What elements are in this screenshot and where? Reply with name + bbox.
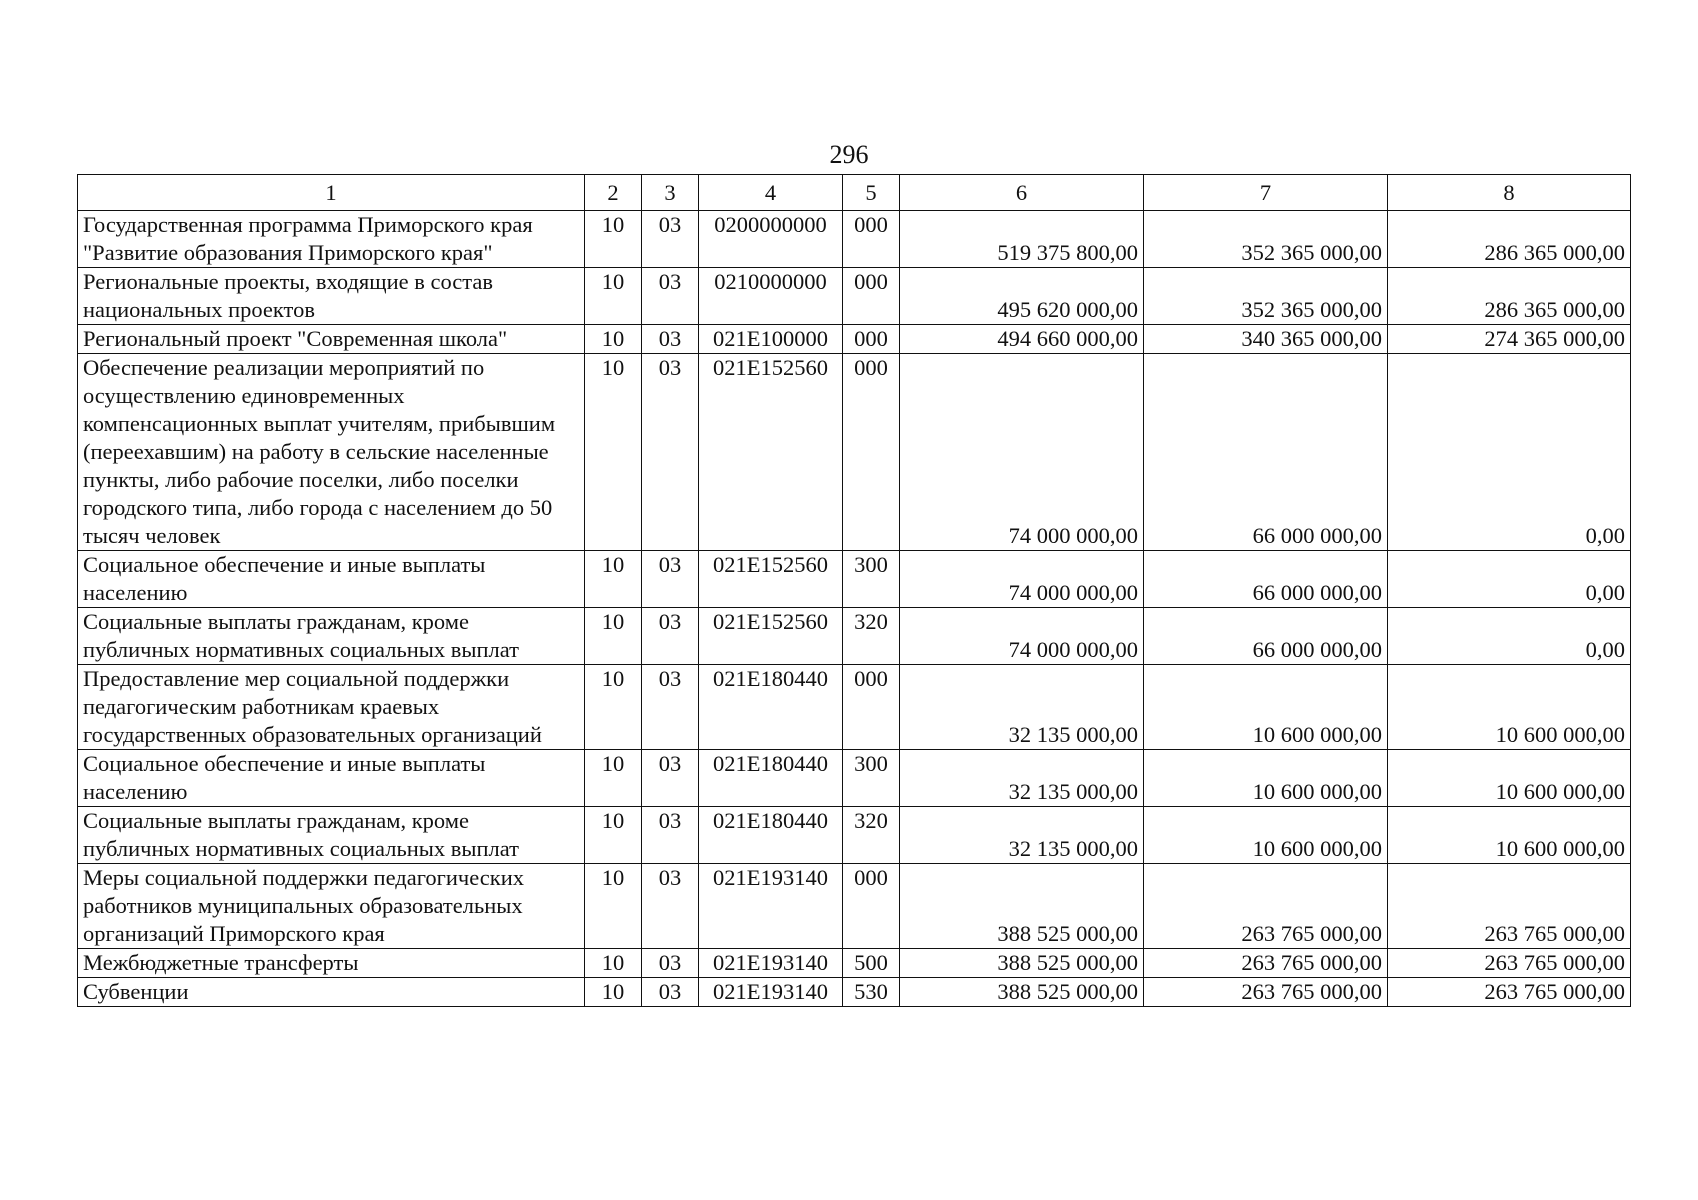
table-row	[78, 978, 1631, 1007]
amount-col6-cell: 32 135 000,00	[900, 807, 1144, 864]
target-article-cell: 021E152560	[699, 354, 843, 551]
row-name-cell: Социальные выплаты гражданам, кроме публичных нормативных социальных выплат	[78, 807, 585, 864]
budget-table	[77, 174, 1631, 1007]
section-code-cell: 10	[585, 949, 642, 978]
amount-col8-cell: 286 365 000,00	[1388, 268, 1631, 325]
section-code-cell: 10	[585, 864, 642, 949]
subsection-code-cell: 03	[642, 325, 699, 354]
row-name-cell: Межбюджетные трансферты	[78, 949, 585, 978]
amount-col8-cell: 263 765 000,00	[1388, 978, 1631, 1007]
subsection-code-cell: 03	[642, 551, 699, 608]
header-row	[78, 175, 1631, 211]
section-code-cell: 10	[585, 268, 642, 325]
subsection-code-cell: 03	[642, 949, 699, 978]
section-code-cell: 10	[585, 354, 642, 551]
target-article-cell: 021E180440	[699, 665, 843, 750]
amount-col8-cell: 10 600 000,00	[1388, 750, 1631, 807]
target-article-cell: 021E193140	[699, 864, 843, 949]
subsection-code-cell: 03	[642, 807, 699, 864]
amount-col6-cell: 495 620 000,00	[900, 268, 1144, 325]
table-row	[78, 864, 1631, 949]
expense-type-cell: 500	[843, 949, 900, 978]
row-name-cell: Предоставление мер социальной поддержки педагогическим работникам краевых государственных образовательных организаций	[78, 665, 585, 750]
subsection-code-cell: 03	[642, 864, 699, 949]
column-header-3: 3	[642, 175, 699, 211]
row-name-cell: Региональные проекты, входящие в состав национальных проектов	[78, 268, 585, 325]
target-article-cell: 021E100000	[699, 325, 843, 354]
amount-col7-cell: 340 365 000,00	[1144, 325, 1388, 354]
section-code-cell: 10	[585, 665, 642, 750]
amount-col8-cell: 10 600 000,00	[1388, 807, 1631, 864]
amount-col6-cell: 32 135 000,00	[900, 750, 1144, 807]
amount-col8-cell: 0,00	[1388, 551, 1631, 608]
target-article-cell: 021E180440	[699, 807, 843, 864]
expense-type-cell: 300	[843, 551, 900, 608]
section-code-cell: 10	[585, 608, 642, 665]
subsection-code-cell: 03	[642, 665, 699, 750]
column-header-8: 8	[1388, 175, 1631, 211]
expense-type-cell: 000	[843, 864, 900, 949]
target-article-cell: 021E152560	[699, 551, 843, 608]
target-article-cell: 0200000000	[699, 211, 843, 268]
row-name-cell: Социальное обеспечение и иные выплаты населению	[78, 750, 585, 807]
target-article-cell: 021E193140	[699, 949, 843, 978]
subsection-code-cell: 03	[642, 354, 699, 551]
amount-col6-cell: 74 000 000,00	[900, 551, 1144, 608]
row-name-cell: Социальное обеспечение и иные выплаты населению	[78, 551, 585, 608]
amount-col6-cell: 74 000 000,00	[900, 608, 1144, 665]
table-row	[78, 807, 1631, 864]
target-article-cell: 0210000000	[699, 268, 843, 325]
table-row	[78, 949, 1631, 978]
table-row	[78, 750, 1631, 807]
column-header-2: 2	[585, 175, 642, 211]
section-code-cell: 10	[585, 750, 642, 807]
amount-col7-cell: 10 600 000,00	[1144, 807, 1388, 864]
expense-type-cell: 530	[843, 978, 900, 1007]
amount-col6-cell: 388 525 000,00	[900, 949, 1144, 978]
amount-col8-cell: 263 765 000,00	[1388, 864, 1631, 949]
amount-col8-cell: 274 365 000,00	[1388, 325, 1631, 354]
section-code-cell: 10	[585, 807, 642, 864]
table-row	[78, 551, 1631, 608]
expense-type-cell: 320	[843, 608, 900, 665]
row-name-cell: Государственная программа Приморского края "Развитие образования Приморского края"	[78, 211, 585, 268]
table-row	[78, 211, 1631, 268]
amount-col7-cell: 352 365 000,00	[1144, 268, 1388, 325]
subsection-code-cell: 03	[642, 268, 699, 325]
amount-col6-cell: 388 525 000,00	[900, 978, 1144, 1007]
table-body	[78, 211, 1631, 1007]
expense-type-cell: 000	[843, 354, 900, 551]
section-code-cell: 10	[585, 551, 642, 608]
section-code-cell: 10	[585, 211, 642, 268]
row-name-cell: Субвенции	[78, 978, 585, 1007]
amount-col6-cell: 519 375 800,00	[900, 211, 1144, 268]
table-row	[78, 354, 1631, 551]
amount-col7-cell: 10 600 000,00	[1144, 750, 1388, 807]
table-row	[78, 665, 1631, 750]
target-article-cell: 021E193140	[699, 978, 843, 1007]
amount-col6-cell: 32 135 000,00	[900, 665, 1144, 750]
amount-col8-cell: 10 600 000,00	[1388, 665, 1631, 750]
amount-col8-cell: 263 765 000,00	[1388, 949, 1631, 978]
subsection-code-cell: 03	[642, 211, 699, 268]
amount-col7-cell: 66 000 000,00	[1144, 551, 1388, 608]
table-row	[78, 325, 1631, 354]
table-row	[78, 268, 1631, 325]
subsection-code-cell: 03	[642, 750, 699, 807]
section-code-cell: 10	[585, 978, 642, 1007]
page-number: 296	[829, 140, 869, 169]
expense-type-cell: 000	[843, 665, 900, 750]
amount-col8-cell: 0,00	[1388, 354, 1631, 551]
row-name-cell: Региональный проект "Современная школа"	[78, 325, 585, 354]
expense-type-cell: 300	[843, 750, 900, 807]
subsection-code-cell: 03	[642, 978, 699, 1007]
column-header-6: 6	[900, 175, 1144, 211]
column-header-7: 7	[1144, 175, 1388, 211]
row-name-cell: Меры социальной поддержки педагогических работников муниципальных образовательных организаций Приморского края	[78, 864, 585, 949]
amount-col8-cell: 286 365 000,00	[1388, 211, 1631, 268]
target-article-cell: 021E180440	[699, 750, 843, 807]
column-header-4: 4	[699, 175, 843, 211]
amount-col7-cell: 352 365 000,00	[1144, 211, 1388, 268]
expense-type-cell: 000	[843, 268, 900, 325]
expense-type-cell: 000	[843, 325, 900, 354]
column-header-5: 5	[843, 175, 900, 211]
amount-col7-cell: 10 600 000,00	[1144, 665, 1388, 750]
expense-type-cell: 000	[843, 211, 900, 268]
expense-type-cell: 320	[843, 807, 900, 864]
amount-col7-cell: 66 000 000,00	[1144, 354, 1388, 551]
row-name-cell: Обеспечение реализации мероприятий по осуществлению единовременных компенсационных выплат учителям, прибывшим (переехавшим) на работу в сельские населенные пункты, либо рабочие поселки, либо поселки городского типа, либо города с населением до 50 тысяч человек	[78, 354, 585, 551]
table-row	[78, 608, 1631, 665]
amount-col7-cell: 66 000 000,00	[1144, 608, 1388, 665]
amount-col6-cell: 74 000 000,00	[900, 354, 1144, 551]
column-header-1: 1	[78, 175, 585, 211]
amount-col6-cell: 388 525 000,00	[900, 864, 1144, 949]
amount-col6-cell: 494 660 000,00	[900, 325, 1144, 354]
target-article-cell: 021E152560	[699, 608, 843, 665]
subsection-code-cell: 03	[642, 608, 699, 665]
amount-col7-cell: 263 765 000,00	[1144, 949, 1388, 978]
amount-col8-cell: 0,00	[1388, 608, 1631, 665]
row-name-cell: Социальные выплаты гражданам, кроме публичных нормативных социальных выплат	[78, 608, 585, 665]
section-code-cell: 10	[585, 325, 642, 354]
amount-col7-cell: 263 765 000,00	[1144, 864, 1388, 949]
amount-col7-cell: 263 765 000,00	[1144, 978, 1388, 1007]
